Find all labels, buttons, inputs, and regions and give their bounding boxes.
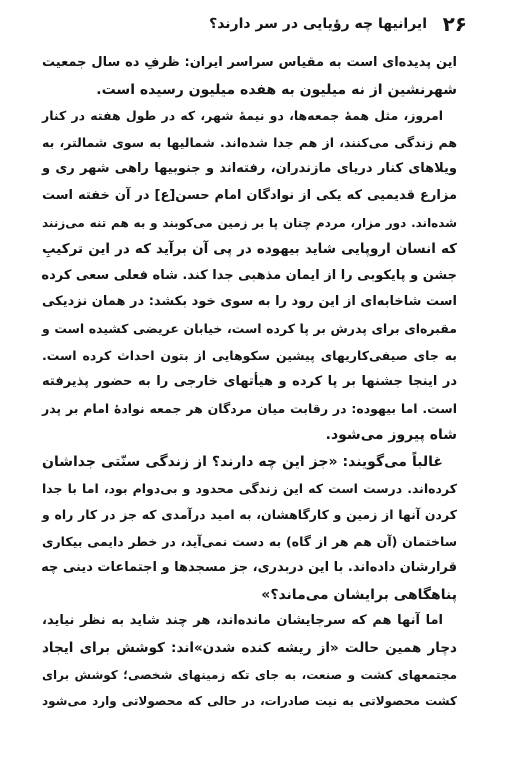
text-line: است شاخابه‌ای از این رود را به سوی خود بکشد: در همان نزدیکی [42, 294, 457, 310]
text-line: هم زندگی می‌کنند، از هم جدا شده‌اند. شمالیها به سوی شمالتر، به [42, 134, 457, 150]
text-line: دچار همین حالت «از ریشه کنده شدن»اند: کوشش برای ایجاد [42, 640, 457, 657]
text-line: جشن و پایکوبی را از ایمان مذهبی جدا کند. شاه فعلی سعی کرده [41, 267, 457, 283]
text-line: کرده‌اند. درست است که این زندگی محدود و بی‌دوام بود، اما با جدا [42, 480, 457, 496]
text-line: امروز، مثل همهٔ جمعه‌ها، دو نیمهٔ شهر، که در طول هفته در کنار [42, 108, 443, 124]
text-line: در اینجا جشنها بر پا کرده و هیأتهای خارجی را به حضور پذیرفته [42, 374, 457, 390]
text-line: پناهگاهی برایشان می‌ماند؟» [261, 586, 457, 603]
text-line: ویلاهای کنار دریای مازندران، رفته‌اند و جنوبیها راهی شهر ری و [42, 161, 457, 177]
text-line: کشت محصولاتی به نیت صادرات، در حالی که محصولاتی وارد می‌شود [42, 694, 457, 709]
text-line: مقبره‌ای برای پدرش بر پا کرده است، خیابان عریضی کشیده است و [42, 320, 457, 336]
text-line: مجتمعهای کشت و صنعت، به جای تکه زمینهای شخصی؛ کوشش برای [42, 667, 457, 682]
running-title: ایرانیها چه رؤیایی در سر دارند؟ [209, 16, 427, 32]
page-number: ۲۶ [442, 12, 467, 36]
text-line: شده‌اند. دور مزار، مردم چنان پا بر زمین می‌کوبند و به هم تنه می‌زنند [42, 215, 457, 230]
text-line: که انسان اروپایی شاید بیهوده در پی آن برآید که در این ترکیبِ [42, 241, 457, 258]
text-line: مزارع قدیمیی که یکی از نوادگان امام حسن[ع] در آن خفته است [42, 187, 457, 203]
text-line: شهرنشین از نه میلیون به هفده میلیون رسیده است. [96, 81, 457, 98]
text-line: غالباً می‌گویند: «جز این چه دارند؟ از زندگی سنّتی جداشان [42, 453, 443, 470]
text-line: شاه پیروز می‌شود. [325, 427, 457, 444]
body-text [42, 50, 457, 715]
text-line: قرارشان داده‌اند. با این دربدری، جز مسجدها و اجتماعات دینی چه [41, 560, 457, 576]
text-line: این پدیده‌ای است به مقیاس سراسر ایران: ظرفِ ده سال جمعیت [42, 55, 457, 70]
page-header [55, 10, 467, 38]
text-line: است. اما بیهوده: در رقابت میان مردگان هر جمعه نوادهٔ امام بر پدر [42, 400, 457, 416]
text-line: کردن آنها از زمین و کارگاهشان، به امید درآمدی که جز در کار راه و [42, 507, 457, 523]
text-line: اما آنها هم که سرجایشان مانده‌اند، هر چند شاید به نظر نیاید، [42, 613, 443, 629]
text-line: ساختمان (آن هم هر از گاه) به دست نمی‌آید، در خطر دایمی بیکاری [42, 533, 457, 549]
text-line: به جای صیفی‌کاریهای پیشین سکوهایی از بتون احداث کرده است. [42, 347, 457, 363]
